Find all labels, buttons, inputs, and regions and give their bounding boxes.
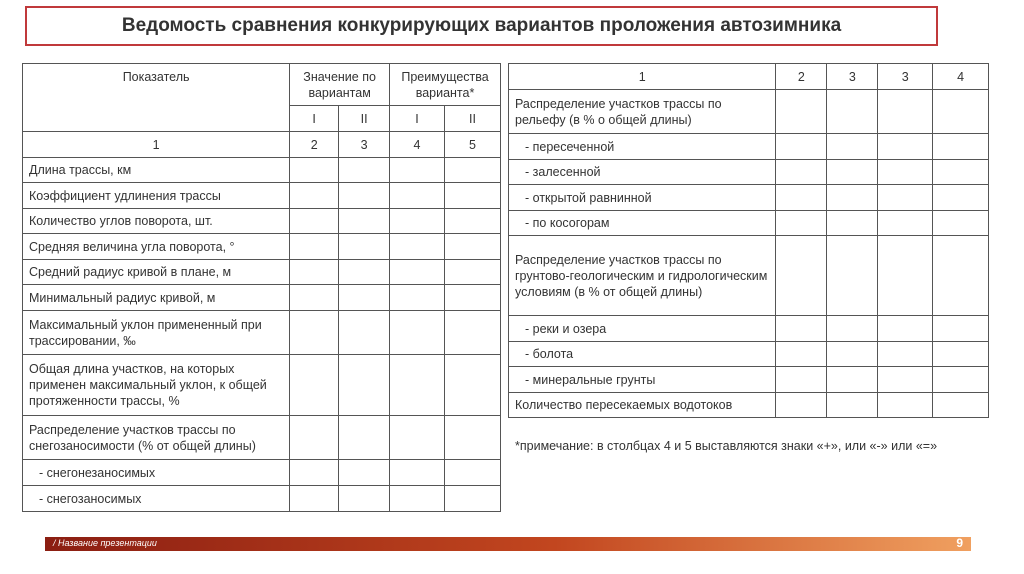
row-label: Минимальный радиус кривой, м — [23, 285, 290, 311]
header-var1: I — [290, 106, 339, 132]
table-row — [509, 211, 989, 236]
table-row — [23, 355, 501, 416]
table-row — [23, 460, 501, 486]
table-row — [23, 183, 501, 209]
row-label: Средняя величина угла поворота, ° — [23, 234, 290, 260]
row-label: - реки и озера — [509, 316, 776, 342]
row-label: Коэффициент удлинения трассы — [23, 183, 290, 209]
col-number: 1 — [509, 64, 776, 90]
row-label: Длина трассы, км — [23, 158, 290, 183]
row-label: - снегонезаносимых — [23, 460, 290, 486]
footnote: *примечание: в столбцах 4 и 5 выставляются знаки «+», или «-» или «=» — [515, 439, 938, 453]
header-var2-adv: II — [445, 106, 501, 132]
col-number: 5 — [445, 132, 501, 158]
table-row — [509, 393, 989, 418]
table-row — [509, 160, 989, 185]
col-number: 2 — [290, 132, 339, 158]
col-number: 4 — [933, 64, 989, 90]
table-row — [23, 234, 501, 260]
table-row — [509, 316, 989, 342]
col-number: 3 — [339, 132, 390, 158]
table-row — [23, 285, 501, 311]
row-label: - минеральные грунты — [509, 367, 776, 393]
table-row — [23, 158, 501, 183]
header-advantages: Преимущества варианта* — [390, 64, 501, 106]
table-row — [509, 342, 989, 367]
row-label: Количество углов поворота, шт. — [23, 209, 290, 234]
row-label: Распределение участков трассы по снегозаносимости (% от общей длины) — [23, 416, 290, 460]
row-label: Распределение участков трассы по грунтово-геологическим и гидрологическим условиям (в % от общей длины) — [509, 236, 776, 316]
row-label: - открытой равнинной — [509, 185, 776, 211]
row-label: - снегозаносимых — [23, 486, 290, 512]
row-label: Количество пересекаемых водотоков — [509, 393, 776, 418]
right-table — [508, 63, 989, 418]
table-row — [509, 185, 989, 211]
page-title: Ведомость сравнения конкурирующих вариантов проложения автозимника — [121, 15, 842, 36]
row-label: - пересеченной — [509, 134, 776, 160]
footer-bar — [45, 537, 971, 551]
header-values-by-variant: Значение по вариантам — [290, 64, 390, 106]
header-var2: II — [339, 106, 390, 132]
row-label: Максимальный уклон примененный при трассировании, ‰ — [23, 311, 290, 355]
row-label: - болота — [509, 342, 776, 367]
row-label: - по косогорам — [509, 211, 776, 236]
header-var1-adv: I — [390, 106, 445, 132]
table-row — [23, 311, 501, 355]
header-indicator: Показатель — [23, 64, 290, 132]
row-label: Общая длина участков, на которых применен максимальный уклон, к общей протяженности трассы, % — [23, 355, 290, 416]
row-label: Распределение участков трассы по рельефу (в % о общей длины) — [509, 90, 776, 134]
row-label: Средний радиус кривой в плане, м — [23, 260, 290, 285]
presentation-name: / Название презентации — [53, 538, 157, 548]
page-number: 9 — [956, 536, 963, 550]
table-row — [509, 90, 989, 134]
table-row — [509, 134, 989, 160]
table-row — [23, 209, 501, 234]
left-table — [22, 63, 501, 512]
col-number: 4 — [390, 132, 445, 158]
col-number: 1 — [23, 132, 290, 158]
col-number: 3 — [827, 64, 878, 90]
col-number: 2 — [776, 64, 827, 90]
table-row — [509, 236, 989, 316]
row-label: - залесенной — [509, 160, 776, 185]
title-box — [25, 6, 938, 46]
table-row — [23, 416, 501, 460]
table-row — [23, 486, 501, 512]
table-row — [509, 367, 989, 393]
col-number: 3 — [878, 64, 933, 90]
table-row — [23, 260, 501, 285]
